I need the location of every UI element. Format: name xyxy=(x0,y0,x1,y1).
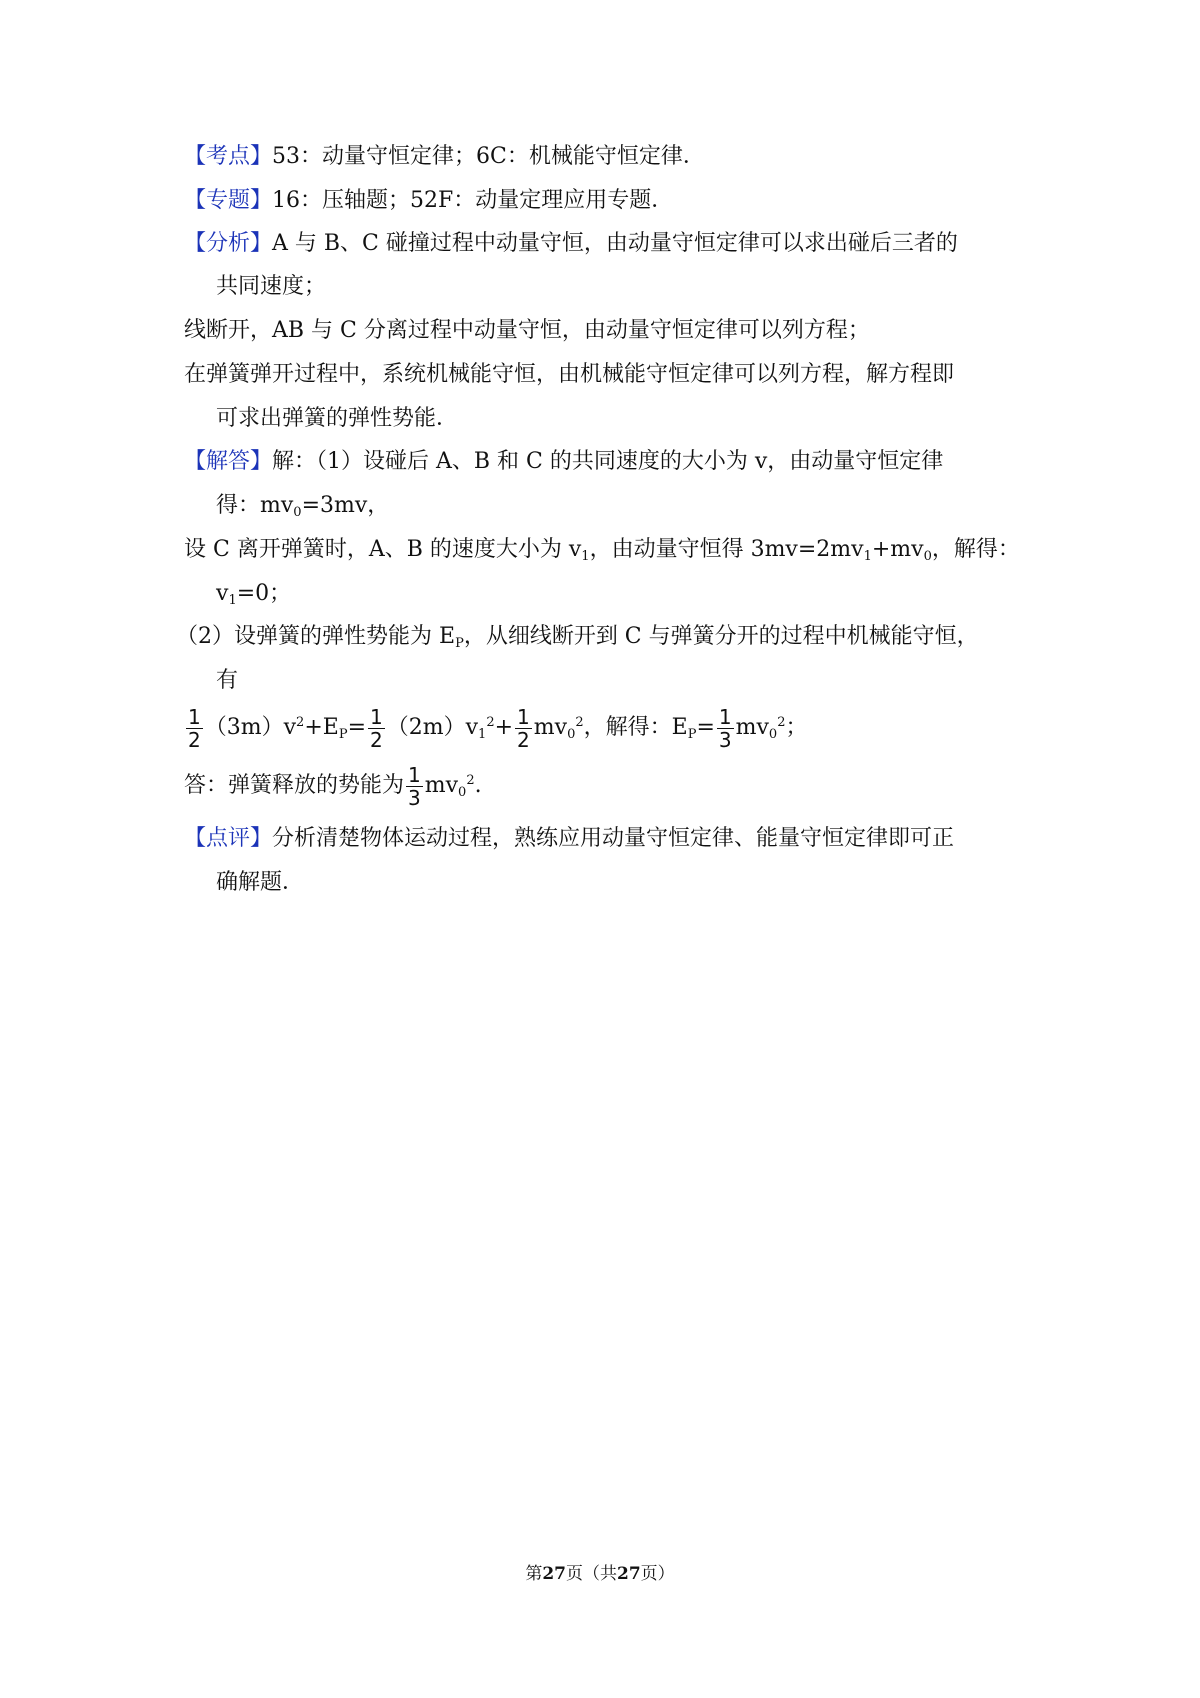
subscript: P xyxy=(338,727,348,742)
subscript: 1 xyxy=(478,727,487,742)
jieda-tag: 【解答】 xyxy=(184,449,273,474)
fenxi-line-5: 可求出弹簧的弹性势能． xyxy=(216,406,459,431)
fraction-numerator: 1 xyxy=(408,762,421,787)
subscript: P xyxy=(687,727,697,742)
subscript: P xyxy=(455,636,464,651)
eq-text: = xyxy=(696,715,715,740)
fraction xyxy=(368,706,385,751)
dianping-tag: 【点评】 xyxy=(184,826,273,851)
eq-text: （2m）v xyxy=(386,715,479,740)
footer-text: 第 xyxy=(525,1564,543,1584)
fraction xyxy=(406,764,423,809)
energy-equation xyxy=(184,704,1064,752)
eq-text: 答：弹簧释放的势能为 xyxy=(184,773,405,798)
subscript: 1 xyxy=(863,549,872,564)
answer-line xyxy=(184,762,1064,810)
superscript: 2 xyxy=(466,773,475,788)
eq-text: mv xyxy=(424,773,459,798)
subscript: 0 xyxy=(567,727,576,742)
fraction-denominator: 2 xyxy=(370,727,383,752)
fraction-numerator: 1 xyxy=(370,704,383,729)
fraction-numerator: 1 xyxy=(517,704,530,729)
fenxi-line-4: 在弹簧弹开过程中，系统机械能守恒，由机械能守恒定律可以列方程，解方程即 xyxy=(184,362,955,387)
dianping-line-1 xyxy=(184,824,1064,854)
fraction-denominator: 2 xyxy=(517,727,530,752)
zhuanti-tag: 【专题】 xyxy=(184,188,273,213)
subscript: 0 xyxy=(923,549,932,564)
footer-text: 页（共 xyxy=(566,1564,617,1584)
zhuanti-text: 16：压轴题；52F：动量定理应用专题． xyxy=(272,188,674,213)
fraction-denominator: 3 xyxy=(718,727,732,752)
footer-text: 页） xyxy=(640,1564,675,1584)
eq-text: . xyxy=(474,773,482,798)
page-number: 27 xyxy=(542,1564,566,1584)
jieda-line-3 xyxy=(184,535,1064,565)
kaodian-tag: 【考点】 xyxy=(184,144,273,169)
eq-text: ，由动量守恒得 3mv=2mv xyxy=(589,537,864,562)
zhuanti-line xyxy=(184,186,1064,216)
page-footer xyxy=(0,1562,1200,1586)
eq-text: =3mv， xyxy=(301,493,390,518)
fraction xyxy=(515,706,532,751)
total-pages: 27 xyxy=(617,1564,641,1584)
kaodian-text: 53：动量守恒定律；6C：机械能守恒定律． xyxy=(272,144,705,169)
dianping-text-1: 分析清楚物体运动过程，熟练应用动量守恒定律、能量守恒定律即可正 xyxy=(272,826,955,851)
superscript: 2 xyxy=(575,715,584,730)
eq-text: ，解得： xyxy=(931,537,1020,562)
subscript: 0 xyxy=(458,785,467,800)
subscript: 1 xyxy=(581,549,590,564)
eq-text: mv xyxy=(533,715,568,740)
jieda-line-6: 有 xyxy=(216,668,239,693)
fraction-numerator: 1 xyxy=(188,704,201,729)
subscript: 0 xyxy=(768,727,778,742)
kaodian-line xyxy=(184,142,1064,172)
superscript: 2 xyxy=(777,715,786,730)
eq-text: 得：mv xyxy=(216,493,294,518)
eq-text: （2）设弹簧的弹性势能为 E xyxy=(176,624,456,649)
fenxi-line-2: 共同速度； xyxy=(216,274,327,299)
fenxi-text-1: A 与 B、C 碰撞过程中动量守恒，由动量守恒定律可以求出碰后三者的 xyxy=(272,231,958,256)
subscript: 1 xyxy=(228,593,237,608)
subscript: 0 xyxy=(293,505,302,520)
eq-text: +E xyxy=(304,715,339,740)
fraction xyxy=(717,706,734,751)
eq-text: ，从细线断开到 C 与弹簧分开的过程中机械能守恒， xyxy=(463,624,979,649)
eq-text: + xyxy=(494,715,514,740)
jieda-text-1: 解：（1）设碰后 A、B 和 C 的共同速度的大小为 v，由动量守恒定律 xyxy=(272,449,944,474)
eq-text: = xyxy=(347,715,366,740)
fenxi-line-3: 线断开，AB 与 C 分离过程中动量守恒，由动量守恒定律可以列方程； xyxy=(184,318,870,343)
eq-text: ； xyxy=(785,715,808,740)
jieda-line-5 xyxy=(176,622,1056,652)
eq-text: =0； xyxy=(236,581,292,606)
eq-text: ，解得：E xyxy=(583,715,688,740)
eq-text: 设 C 离开弹簧时，A、B 的速度大小为 v xyxy=(184,537,582,562)
eq-text: v xyxy=(216,581,229,606)
jieda-line-1 xyxy=(184,447,1064,477)
dianping-line-2: 确解题． xyxy=(216,870,305,895)
fraction-denominator: 3 xyxy=(408,785,421,810)
eq-text: mv xyxy=(735,715,769,740)
fraction-denominator: 2 xyxy=(188,727,201,752)
fraction-numerator: 1 xyxy=(718,704,732,729)
eq-text: （3m）v xyxy=(204,715,297,740)
jieda-line-2 xyxy=(216,491,1096,521)
fraction xyxy=(186,706,203,751)
superscript: 2 xyxy=(486,715,495,730)
fenxi-tag: 【分析】 xyxy=(184,231,273,256)
superscript: 2 xyxy=(296,715,305,730)
jieda-line-4 xyxy=(216,579,1096,609)
eq-text: +mv xyxy=(871,537,924,562)
fenxi-line-1 xyxy=(184,229,1064,259)
